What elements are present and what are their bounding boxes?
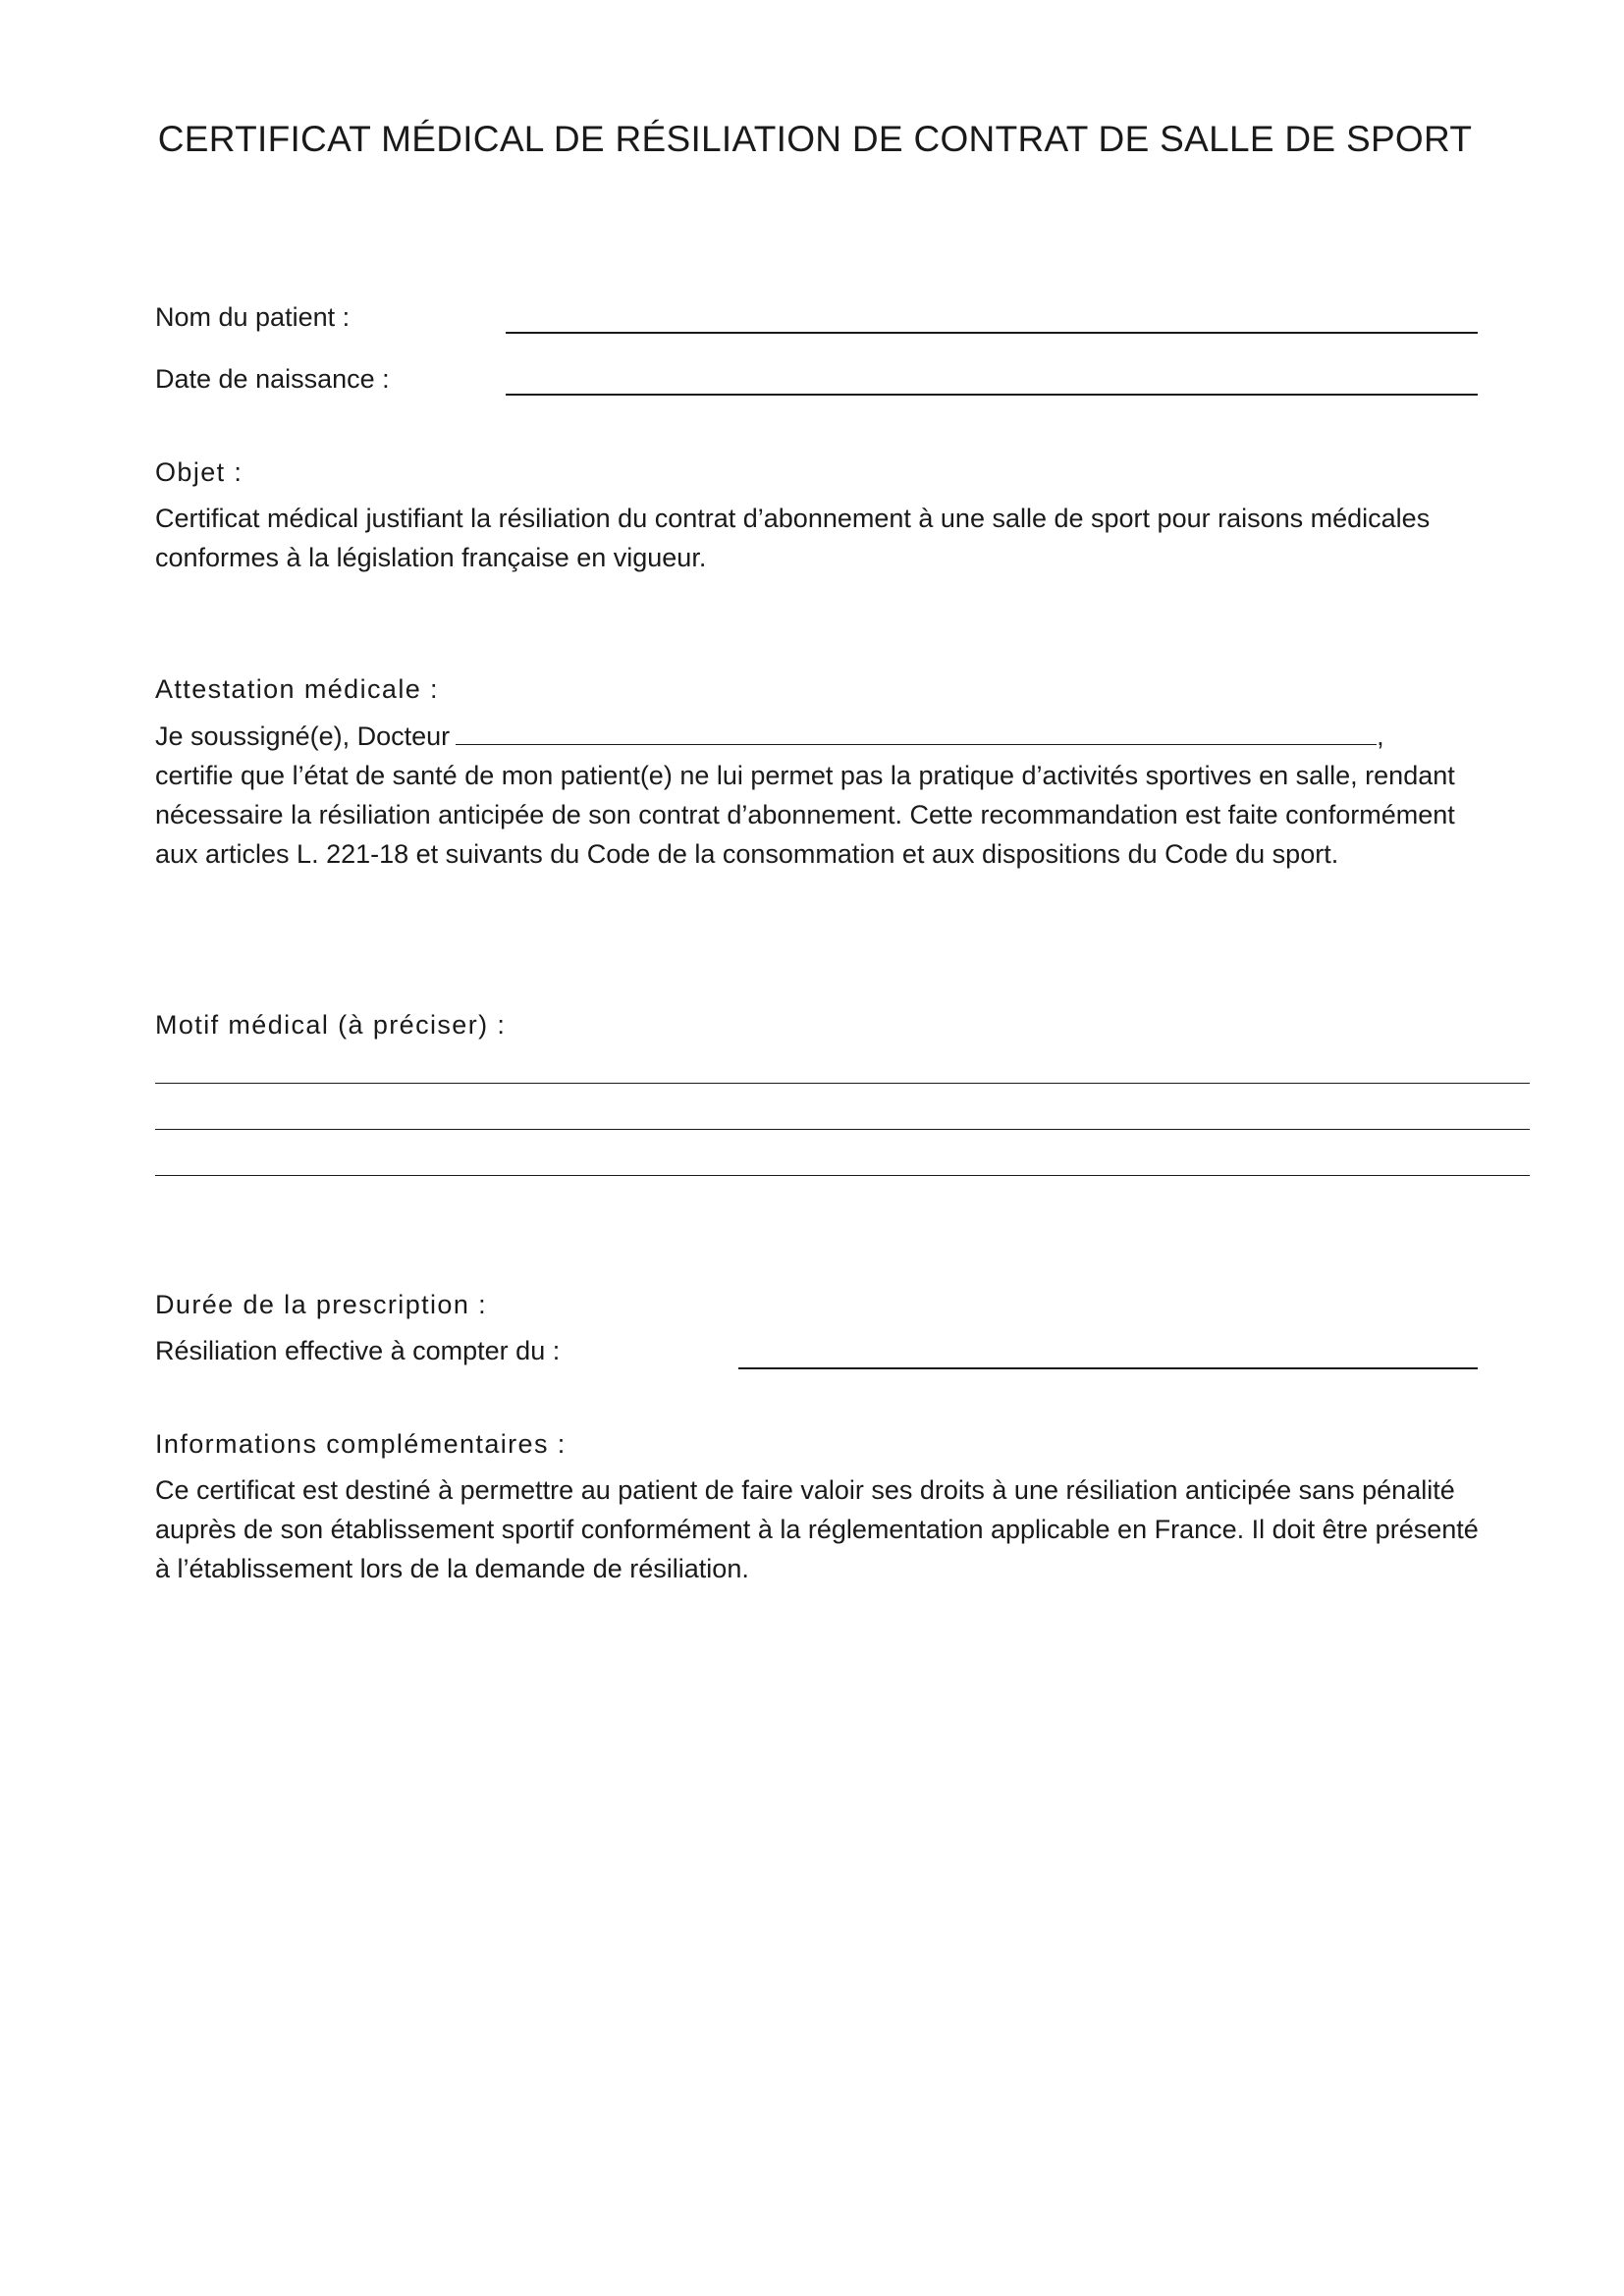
effective-date-field[interactable] (738, 1367, 1478, 1369)
page-title: CERTIFICAT MÉDICAL DE RÉSILIATION DE CONTRAT DE SALLE DE SPORT (157, 119, 1473, 159)
patient-name-label: Nom du patient : (155, 302, 351, 332)
informations-text: Ce certificat est destiné à permettre au patient de faire valoir ses droits à une résiliation anticipée sans pénalité auprès de son établissement sportif conformément à la réglementation applicable en France. Il doit être présenté à l’établissement lors de la demande de résiliation. (155, 1475, 1479, 1583)
attestation-doctor-line (155, 717, 1384, 756)
informations-heading: Informations complémentaires : (155, 1429, 567, 1459)
motif-line-3[interactable] (155, 1175, 1530, 1176)
birth-date-label: Date de naissance : (155, 364, 390, 394)
objet-heading: Objet : (155, 457, 244, 487)
effective-date-label: Résiliation effective à compter du : (155, 1336, 561, 1365)
motif-line-2[interactable] (155, 1129, 1530, 1130)
birth-date-field[interactable] (506, 394, 1478, 396)
motif-line-1[interactable] (155, 1083, 1530, 1084)
attestation-prefix: Je soussigné(e), Docteur (155, 721, 451, 751)
attestation-suffix: , (1377, 721, 1384, 751)
motif-heading: Motif médical (à préciser) : (155, 1010, 507, 1040)
attestation-text: certifie que l’état de santé de mon patient(e) ne lui permet pas la pratique d’activités sportives en salle, rendant nécessaire la résiliation anticipée de son contrat d’abonnement. Cette recommandation est faite conformément aux articles L. 221-18 et suivants du Code de la consommation et aux dispositions du Code du sport. (155, 761, 1455, 869)
objet-text: Certificat médical justifiant la résiliation du contrat d’abonnement à une salle de sport pour raisons médicales conformes à la législation française en vigueur. (155, 504, 1431, 572)
attestation-heading: Attestation médicale : (155, 674, 439, 704)
doctor-name-field[interactable] (456, 722, 1377, 745)
patient-name-field[interactable] (506, 332, 1478, 334)
duree-heading: Durée de la prescription : (155, 1290, 488, 1319)
